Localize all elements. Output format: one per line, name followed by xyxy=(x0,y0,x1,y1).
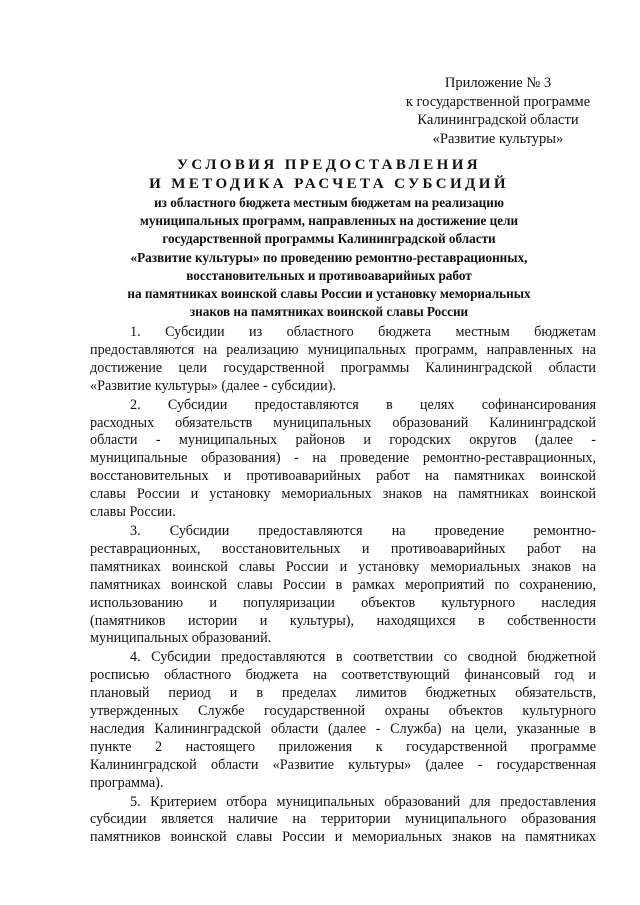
appendix-header xyxy=(392,74,604,148)
text-line: славы России. xyxy=(90,504,176,521)
text-line: 1. Субсидии из областного бюджета местным бюджетам xyxy=(130,324,596,340)
text-line: Калининградской области «Развитие культуры» (далее - государственная xyxy=(90,756,596,773)
appendix-region: Калининградской области xyxy=(417,112,579,128)
text-line: субсидии является наличие на территории муниципального образования xyxy=(90,811,596,828)
appendix-number: Приложение № 3 xyxy=(444,75,552,91)
text-line: памятниках воинской славы России в рамках мероприятий по сохранению, xyxy=(90,576,596,593)
text-line: реставрационных, восстановительных и противоаварийных работ на xyxy=(90,540,596,557)
text-line: 3. Субсидии предоставляются на проведение ремонтно- xyxy=(130,522,596,539)
text-line: утвержденных Службе государственной охраны объектов культурного xyxy=(90,703,596,720)
text-line: расходных обязательств муниципальных образований Калининградской xyxy=(90,414,596,431)
text-line: использованию и популяризации объектов культурного наследия xyxy=(90,594,596,611)
title-line: И МЕТОДИКА РАСЧЕТА СУБСИДИЙ xyxy=(149,176,509,192)
appendix-program-ref: к государственной программе xyxy=(405,93,591,110)
text-line: достижение цели государственной программы Калининградской области xyxy=(90,359,596,376)
appendix-program-name: «Развитие культуры» xyxy=(432,130,564,147)
text-line: (памятников истории и культуры), находящихся в собственности xyxy=(90,612,596,629)
text-line: программа). xyxy=(90,774,164,791)
text-line: памятников воинской славы России и мемориальных знаков на памятниках xyxy=(90,829,596,846)
title-line: муниципальных программ, направленных на достижение цели xyxy=(139,213,519,229)
title-line: «Развитие культуры» по проведению ремонтно-реставрационных, xyxy=(130,249,528,265)
text-line: наследия Калининградской области (далее - Служба) на цели, указанные в xyxy=(90,720,596,737)
text-line: росписью областного бюджета на соответствующий финансовый год и xyxy=(90,667,596,684)
text-line: славы России и установку мемориальных знаков на памятниках воинской xyxy=(90,486,596,503)
title-line: восстановительных и противоаварийных работ xyxy=(186,267,472,283)
title-line: знаков на памятниках воинской славы России xyxy=(189,304,469,320)
text-line: 4. Субсидии предоставляются в соответствии со сводной бюджетной xyxy=(130,649,596,666)
text-line: пункте 2 настоящего приложения к государственной программе xyxy=(90,738,596,755)
text-line: восстановительных и противоаварийных работ на памятниках воинской xyxy=(90,468,596,485)
document-title xyxy=(60,156,598,321)
text-line: предоставляются на реализацию муниципальных программ, направленных на xyxy=(90,341,596,358)
text-line: 5. Критерием отбора муниципальных образований для предоставления xyxy=(130,793,596,810)
text-line: плановый период и в пределах лимитов бюджетных обязательств, xyxy=(90,685,596,702)
text-line: памятниках воинской славы России и установку мемориальных знаков на xyxy=(90,558,596,575)
title-line: государственной программы Калининградской области xyxy=(162,231,496,247)
text-line: 2. Субсидии предоставляются в целях софинансирования xyxy=(130,396,596,413)
text-line: области - муниципальных районов и городских округов (далее - xyxy=(90,432,596,449)
text-line: муниципальные образования) - на проведение ремонтно-реставрационных, xyxy=(90,450,596,467)
text-line: «Развитие культуры» (далее - субсидии). xyxy=(90,377,337,394)
title-line: на памятниках воинской славы России и установку мемориальных xyxy=(127,286,531,302)
document-body xyxy=(90,323,596,848)
text-line: муниципальных образований. xyxy=(90,630,272,647)
title-line: УСЛОВИЯ ПРЕДОСТАВЛЕНИЯ xyxy=(176,157,482,173)
title-line: из областного бюджета местным бюджетам на реализацию xyxy=(154,195,504,210)
